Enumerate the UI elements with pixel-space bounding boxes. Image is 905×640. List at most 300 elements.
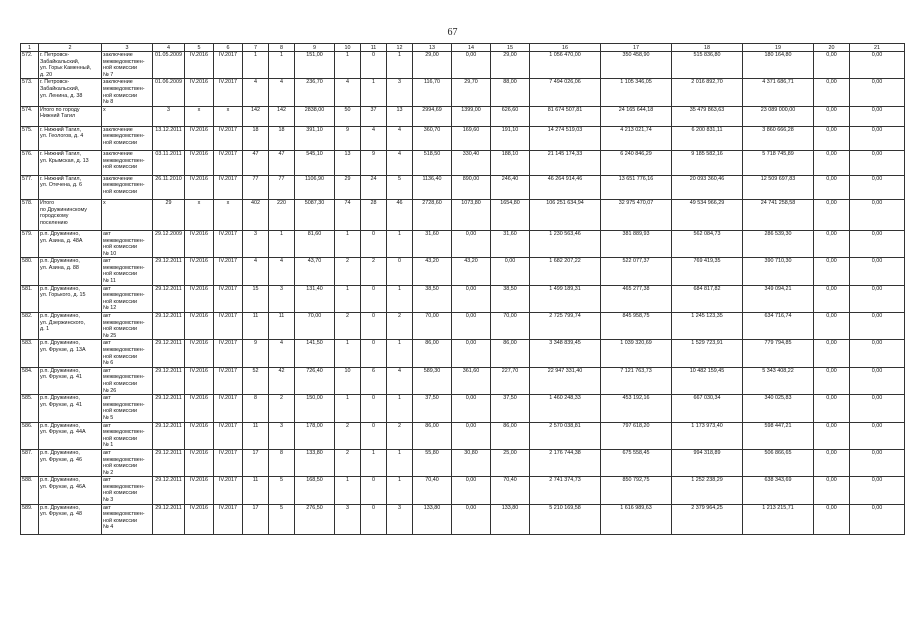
table-cell: 0,00	[850, 477, 905, 504]
table-cell: р.п. Дружинино, ул. Фрунзе, д. 44А	[39, 422, 102, 449]
column-number-header: 17	[601, 44, 672, 52]
table-cell: 5 718 745,89	[743, 151, 814, 175]
table-cell: 70,00	[491, 313, 530, 340]
table-cell: 0,00	[452, 285, 491, 312]
table-cell: 1	[335, 230, 361, 257]
table-cell: 515 836,80	[672, 52, 743, 79]
table-cell: 43,20	[413, 258, 452, 285]
table-cell: 2994,69	[413, 106, 452, 126]
table-cell: 77	[269, 175, 295, 199]
table-cell: 46 264 914,46	[530, 175, 601, 199]
table-cell: 18	[269, 126, 295, 150]
column-number-header: 20	[814, 44, 850, 52]
table-cell: 580.	[21, 258, 39, 285]
table-cell: 4	[269, 79, 295, 106]
table-cell: 0,00	[850, 285, 905, 312]
table-cell: 360,70	[413, 126, 452, 150]
table-cell: 49 534 966,29	[672, 199, 743, 230]
table-cell: 55,80	[413, 449, 452, 476]
table-cell: 17	[243, 449, 269, 476]
table-cell: г. Нижний Тагил, ул. Отечена, д. 6	[39, 175, 102, 199]
table-cell: 0,00	[814, 258, 850, 285]
table-cell: 151,00	[295, 52, 335, 79]
table-cell: IV.2017	[214, 175, 243, 199]
table-cell: Итого по городу Нижний Тагил	[39, 106, 102, 126]
table-cell: 29.12.2011	[153, 340, 185, 367]
table-cell: IV.2016	[185, 367, 214, 394]
table-cell: 178,00	[295, 422, 335, 449]
table-cell: IV.2017	[214, 395, 243, 422]
table-cell: 0,00	[850, 151, 905, 175]
table-cell: 1	[335, 285, 361, 312]
table-cell: IV.2017	[214, 422, 243, 449]
column-number-header: 5	[185, 44, 214, 52]
table-cell: 1	[387, 52, 413, 79]
table-cell: 1	[387, 340, 413, 367]
table-cell: 0,00	[814, 449, 850, 476]
table-cell: 133,80	[413, 504, 452, 534]
table-cell: 10	[335, 367, 361, 394]
table-cell: акт межведомствен- ной комиссии № 25	[102, 313, 153, 340]
table-cell: 17	[243, 504, 269, 534]
table-cell: 1 616 989,63	[601, 504, 672, 534]
table-cell: 52	[243, 367, 269, 394]
table-cell: 340 025,83	[743, 395, 814, 422]
table-cell: 3	[387, 79, 413, 106]
table-row	[21, 126, 905, 150]
table-cell: 0	[361, 477, 387, 504]
table-cell: 236,70	[295, 79, 335, 106]
table-cell: IV.2016	[185, 504, 214, 534]
table-cell: 584.	[21, 367, 39, 394]
table-cell: 0,00	[814, 285, 850, 312]
table-cell: заключение межведомствен- ной комиссии	[102, 175, 153, 199]
table-cell: 1	[335, 477, 361, 504]
table-cell: 86,00	[413, 340, 452, 367]
table-cell: 29.12.2011	[153, 504, 185, 534]
table-cell: 46	[387, 199, 413, 230]
table-cell: р.п. Дружинино, ул. Фрунзе, д. 48	[39, 504, 102, 534]
table-cell: 1073,80	[452, 199, 491, 230]
table-cell: р.п. Дружинино, ул. Фрунзе, д. 41	[39, 395, 102, 422]
table-cell: р.п. Дружинино, ул. Фрунзе, д. 46	[39, 449, 102, 476]
table-cell: 4	[243, 258, 269, 285]
table-cell: 131,40	[295, 285, 335, 312]
table-cell: 4	[335, 79, 361, 106]
table-cell: 30,80	[452, 449, 491, 476]
table-cell: 29.12.2009	[153, 230, 185, 257]
table-cell: 994 318,89	[672, 449, 743, 476]
table-cell: 29.12.2011	[153, 422, 185, 449]
table-cell: 0,00	[452, 340, 491, 367]
table-cell: 133,80	[295, 449, 335, 476]
table-cell: 180 164,80	[743, 52, 814, 79]
table-cell: 1	[269, 230, 295, 257]
table-cell: 11	[243, 422, 269, 449]
table-cell: 1	[361, 449, 387, 476]
table-cell: 169,60	[452, 126, 491, 150]
table-cell: 0,00	[850, 449, 905, 476]
table-cell: 1 460 248,33	[530, 395, 601, 422]
table-cell: 1	[387, 449, 413, 476]
table-cell: 0,00	[814, 477, 850, 504]
column-number-header: 8	[269, 44, 295, 52]
table-cell: 4	[243, 79, 269, 106]
table-cell: 589.	[21, 504, 39, 534]
table-cell: 4	[269, 340, 295, 367]
table-cell: 9	[361, 151, 387, 175]
table-cell: 29.12.2011	[153, 449, 185, 476]
table-cell: 24	[361, 175, 387, 199]
table-cell: 578.	[21, 199, 39, 230]
table-cell: 0,00	[850, 52, 905, 79]
table-body	[21, 52, 905, 535]
table-cell: IV.2016	[185, 285, 214, 312]
table-cell: 0,00	[814, 52, 850, 79]
table-cell: 390 710,30	[743, 258, 814, 285]
table-cell: 562 084,73	[672, 230, 743, 257]
table-cell: 684 817,82	[672, 285, 743, 312]
table-cell: 0,00	[452, 313, 491, 340]
table-cell: 0,00	[452, 422, 491, 449]
table-cell: 573.	[21, 79, 39, 106]
table-cell: 47	[243, 151, 269, 175]
table-cell: IV.2017	[214, 230, 243, 257]
table-cell: 01.06.2009	[153, 79, 185, 106]
table-cell: 1 105 346,05	[601, 79, 672, 106]
table-cell: 845 958,75	[601, 313, 672, 340]
table-cell: 0,00	[452, 230, 491, 257]
table-cell: 2 741 374,73	[530, 477, 601, 504]
table-cell: 29	[335, 175, 361, 199]
table-cell: 2	[387, 422, 413, 449]
table-cell: 286 539,30	[743, 230, 814, 257]
table-cell: 0	[361, 422, 387, 449]
table-cell: IV.2016	[185, 313, 214, 340]
table-cell: 1 529 723,91	[672, 340, 743, 367]
table-cell: 3	[269, 285, 295, 312]
table-cell: г. Нижний Тагил, ул. Геологов, д. 4	[39, 126, 102, 150]
table-cell: 106 251 634,94	[530, 199, 601, 230]
table-cell: 0,00	[814, 504, 850, 534]
table-cell: 29.12.2011	[153, 258, 185, 285]
table-cell: 13	[335, 151, 361, 175]
table-cell: 626,60	[491, 106, 530, 126]
table-cell: 675 558,45	[601, 449, 672, 476]
table-cell: 0,00	[850, 230, 905, 257]
table-cell: 465 277,38	[601, 285, 672, 312]
table-cell: 0,00	[850, 367, 905, 394]
table-cell: 391,10	[295, 126, 335, 150]
table-cell: 29,00	[413, 52, 452, 79]
table-cell: 03.11.2011	[153, 151, 185, 175]
table-cell: 0	[361, 285, 387, 312]
table-cell: 29,70	[452, 79, 491, 106]
table-cell: x	[102, 199, 153, 230]
table-cell: заключение межведомствен- ной комиссии № 8	[102, 79, 153, 106]
table-cell: 402	[243, 199, 269, 230]
table-cell: р.п. Дружинино, ул. Азина, д. 88	[39, 258, 102, 285]
table-cell: 0,00	[452, 52, 491, 79]
table-cell: 0,00	[452, 477, 491, 504]
column-number-header: 4	[153, 44, 185, 52]
table-cell: 31,60	[491, 230, 530, 257]
table-cell: 28	[361, 199, 387, 230]
table-cell: 667 030,34	[672, 395, 743, 422]
table-cell: 1106,90	[295, 175, 335, 199]
table-cell: 4	[269, 258, 295, 285]
table-cell: 2 379 964,25	[672, 504, 743, 534]
table-cell: г. Петровск-Забайкальский, ул. Ленина, д. 38	[39, 79, 102, 106]
table-cell: р.п. Дружинино, ул. Фрунзе, д. 46А	[39, 477, 102, 504]
table-cell: акт межведомствен- ной комиссии № 26	[102, 367, 153, 394]
table-cell: 545,10	[295, 151, 335, 175]
table-cell: 0,00	[850, 175, 905, 199]
table-cell: 37	[361, 106, 387, 126]
table-cell: 579.	[21, 230, 39, 257]
table-cell: 29.12.2011	[153, 285, 185, 312]
table-cell: 13 651 776,16	[601, 175, 672, 199]
table-cell: 0,00	[850, 258, 905, 285]
table-cell: IV.2017	[214, 126, 243, 150]
table-cell: 572.	[21, 52, 39, 79]
table-cell: 1	[335, 340, 361, 367]
table-row	[21, 340, 905, 367]
table-cell: x	[214, 106, 243, 126]
table-cell: 5 343 408,22	[743, 367, 814, 394]
table-cell: 150,00	[295, 395, 335, 422]
table-cell: р.п. Дружинино, ул. Фрунзе, д. 13А	[39, 340, 102, 367]
table-cell: акт межведомствен- ной комиссии № 3	[102, 477, 153, 504]
table-cell: 522 077,37	[601, 258, 672, 285]
table-cell: 0	[361, 504, 387, 534]
table-cell: 6 200 831,11	[672, 126, 743, 150]
page-number: 67	[447, 27, 458, 38]
table-cell: 5	[269, 477, 295, 504]
table-cell: 0,00	[850, 422, 905, 449]
table-row	[21, 449, 905, 476]
table-cell: 38,50	[491, 285, 530, 312]
column-number-header: 16	[530, 44, 601, 52]
table-cell: 330,40	[452, 151, 491, 175]
column-number-header: 18	[672, 44, 743, 52]
table-row	[21, 504, 905, 534]
table-cell: 0,00	[814, 79, 850, 106]
table-cell: 1	[387, 395, 413, 422]
table-cell: 24 741 258,58	[743, 199, 814, 230]
table-cell: 2728,60	[413, 199, 452, 230]
table-cell: 191,10	[491, 126, 530, 150]
table-cell: 797 618,20	[601, 422, 672, 449]
table-row	[21, 477, 905, 504]
table-row	[21, 52, 905, 79]
table-cell: 0	[361, 313, 387, 340]
table-cell: 0,00	[850, 126, 905, 150]
table-cell: р.п. Дружинино, ул. Горького, д. 15	[39, 285, 102, 312]
table-row	[21, 395, 905, 422]
table-cell: x	[102, 106, 153, 126]
table-cell: акт межведомствен- ной комиссии № 12	[102, 285, 153, 312]
table-cell: 11	[243, 477, 269, 504]
table-cell: 4	[387, 367, 413, 394]
table-cell: IV.2017	[214, 504, 243, 534]
table-cell: 116,70	[413, 79, 452, 106]
column-number-header: 7	[243, 44, 269, 52]
table-cell: 2	[335, 422, 361, 449]
column-number-header: 13	[413, 44, 452, 52]
column-number-header: 11	[361, 44, 387, 52]
table-cell: 2	[269, 395, 295, 422]
table-cell: IV.2017	[214, 151, 243, 175]
column-number-header: 1	[21, 44, 39, 52]
table-cell: 86,00	[491, 422, 530, 449]
table-cell: 14 274 519,03	[530, 126, 601, 150]
table-cell: IV.2016	[185, 340, 214, 367]
table-cell: 0	[387, 258, 413, 285]
column-number-header: 15	[491, 44, 530, 52]
table-cell: 2	[335, 449, 361, 476]
table-cell: г. Петровск-Забайкальский, ул. Горьк Каменный, д. 20	[39, 52, 102, 79]
table-cell: 0,00	[491, 258, 530, 285]
total-row	[21, 199, 905, 230]
table-cell: 0,00	[814, 175, 850, 199]
table-cell: IV.2017	[214, 285, 243, 312]
table-cell: 588.	[21, 477, 39, 504]
table-cell: 8	[269, 449, 295, 476]
table-cell: 4	[387, 126, 413, 150]
table-cell: 1136,40	[413, 175, 452, 199]
table-cell: 1 230 563,46	[530, 230, 601, 257]
table-cell: IV.2016	[185, 126, 214, 150]
table-cell: 32 975 470,07	[601, 199, 672, 230]
table-cell: 20 093 360,46	[672, 175, 743, 199]
table-cell: 246,40	[491, 175, 530, 199]
table-cell: 2 570 038,81	[530, 422, 601, 449]
column-number-header: 12	[387, 44, 413, 52]
table-cell: 577.	[21, 175, 39, 199]
table-cell: 22 947 331,40	[530, 367, 601, 394]
table-cell: р.п. Дружинино, ул. Азина, д. 48А	[39, 230, 102, 257]
table-cell: 5	[269, 504, 295, 534]
table-cell: 31,60	[413, 230, 452, 257]
column-number-header: 3	[102, 44, 153, 52]
table-cell: г. Нижний Тагил, ул. Крымская, д. 13	[39, 151, 102, 175]
table-cell: 769 419,35	[672, 258, 743, 285]
table-cell: 42	[269, 367, 295, 394]
table-cell: 77	[243, 175, 269, 199]
table-cell: 13	[387, 106, 413, 126]
table-cell: р.п. Дружинино, ул. Дзержинского, д. 1	[39, 313, 102, 340]
table-cell: 0,00	[850, 313, 905, 340]
table-cell: 3 860 666,28	[743, 126, 814, 150]
table-cell: Итого по Дружининскому городскому поселению	[39, 199, 102, 230]
table-cell: 70,40	[491, 477, 530, 504]
table-cell: 70,00	[413, 313, 452, 340]
table-cell: 574.	[21, 106, 39, 126]
table-row	[21, 422, 905, 449]
table-cell: 24 165 644,18	[601, 106, 672, 126]
column-number-header: 14	[452, 44, 491, 52]
table-cell: акт межведомствен- ной комиссии № 1	[102, 422, 153, 449]
table-cell: 141,50	[295, 340, 335, 367]
table-cell: 634 716,74	[743, 313, 814, 340]
table-cell: 0,00	[814, 230, 850, 257]
table-cell: 38,50	[413, 285, 452, 312]
table-cell: 2	[335, 258, 361, 285]
table-cell: 4	[387, 151, 413, 175]
table-cell: 850 792,75	[601, 477, 672, 504]
table-cell: 0,00	[814, 313, 850, 340]
table-cell: 779 794,85	[743, 340, 814, 367]
table-cell: 2838,00	[295, 106, 335, 126]
table-cell: IV.2017	[214, 79, 243, 106]
table-cell: акт межведомствен- ной комиссии № 5	[102, 395, 153, 422]
table-cell: 29	[153, 199, 185, 230]
table-cell: 25,00	[491, 449, 530, 476]
table-cell: x	[214, 199, 243, 230]
table-cell: 598 447,21	[743, 422, 814, 449]
table-cell: 5087,30	[295, 199, 335, 230]
table-cell: 11	[243, 313, 269, 340]
table-cell: IV.2016	[185, 52, 214, 79]
table-cell: 453 192,16	[601, 395, 672, 422]
table-cell: 86,00	[491, 340, 530, 367]
table-cell: 361,60	[452, 367, 491, 394]
table-cell: 3	[335, 504, 361, 534]
table-cell: IV.2016	[185, 258, 214, 285]
table-row	[21, 151, 905, 175]
table-cell: 29,00	[491, 52, 530, 79]
table-cell: 2 176 744,38	[530, 449, 601, 476]
table-cell: 9	[243, 340, 269, 367]
table-cell: 3	[153, 106, 185, 126]
table-row	[21, 258, 905, 285]
table-cell: 3	[387, 504, 413, 534]
table-cell: 15	[243, 285, 269, 312]
table-cell: IV.2016	[185, 422, 214, 449]
table-cell: 133,80	[491, 504, 530, 534]
table-cell: 6	[361, 367, 387, 394]
table-cell: 23 089 000,00	[743, 106, 814, 126]
table-cell: 0,00	[814, 395, 850, 422]
table-cell: 7 121 763,73	[601, 367, 672, 394]
table-cell: 0	[361, 395, 387, 422]
table-cell: 575.	[21, 126, 39, 150]
table-cell: 381 889,93	[601, 230, 672, 257]
table-cell: 0	[361, 340, 387, 367]
table-cell: 585.	[21, 395, 39, 422]
table-cell: 37,50	[413, 395, 452, 422]
table-cell: 0,00	[452, 395, 491, 422]
table-cell: 726,40	[295, 367, 335, 394]
table-cell: x	[185, 199, 214, 230]
table-cell: 1654,80	[491, 199, 530, 230]
table-cell: 9	[335, 126, 361, 150]
table-cell: 582.	[21, 313, 39, 340]
table-cell: 3 348 839,45	[530, 340, 601, 367]
table-cell: 3	[243, 230, 269, 257]
table-cell: 4 213 021,74	[601, 126, 672, 150]
table-cell: 576.	[21, 151, 39, 175]
table-cell: 0,00	[814, 422, 850, 449]
table-cell: 5 210 169,58	[530, 504, 601, 534]
table-cell: акт межведомствен- ной комиссии № 11	[102, 258, 153, 285]
table-cell: 01.05.2009	[153, 52, 185, 79]
table-cell: 29.12.2011	[153, 477, 185, 504]
table-cell: 0,00	[850, 395, 905, 422]
table-cell: 0,00	[850, 199, 905, 230]
column-number-header: 9	[295, 44, 335, 52]
